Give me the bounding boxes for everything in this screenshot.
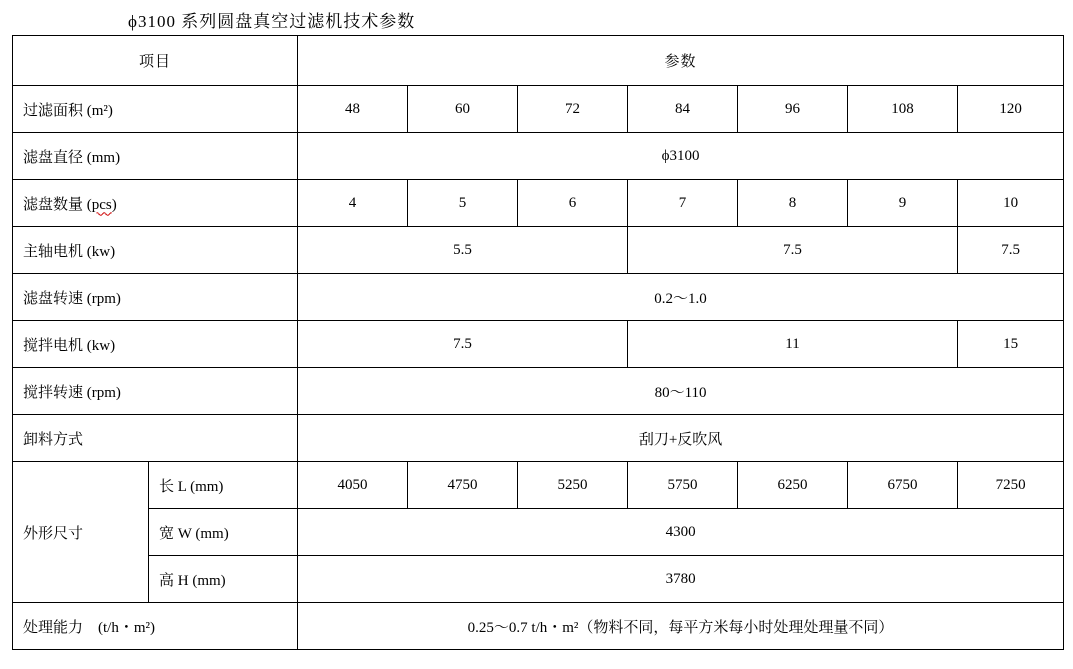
table-row xyxy=(13,274,1064,321)
page-title: ϕ3100 系列圆盘真空过滤机技术参数 xyxy=(128,12,416,31)
value-width: 4300 xyxy=(298,509,1064,556)
value-length-2: 5250 xyxy=(518,462,628,509)
value-disc-diameter: ϕ3100 xyxy=(298,133,1064,180)
value-length-5: 6750 xyxy=(848,462,958,509)
value-disc-count-2: 6 xyxy=(518,180,628,227)
table-row xyxy=(13,415,1064,462)
label-disc-count-suffix: ) xyxy=(111,196,117,213)
table-row xyxy=(13,321,1064,368)
label-dimensions-length: 长 L (mm) xyxy=(149,462,298,509)
value-disc-count-4: 8 xyxy=(738,180,848,227)
table-row xyxy=(13,227,1064,274)
value-disc-count-1: 5 xyxy=(408,180,518,227)
value-disc-count-3: 7 xyxy=(628,180,738,227)
label-dimensions: 外形尺寸 xyxy=(13,462,149,603)
value-filter-area-2: 72 xyxy=(518,86,628,133)
header-item: 项目 xyxy=(13,36,298,86)
table-row xyxy=(13,86,1064,133)
value-filter-area-5: 108 xyxy=(848,86,958,133)
spec-table xyxy=(12,35,1064,650)
table-row xyxy=(13,509,1064,556)
label-discharge: 卸料方式 xyxy=(13,415,298,462)
value-filter-area-3: 84 xyxy=(628,86,738,133)
value-length-1: 4750 xyxy=(408,462,518,509)
label-disc-speed: 滤盘转速 (rpm) xyxy=(13,274,298,321)
label-disc-count-unit: pcs xyxy=(91,196,112,213)
header-param: 参数 xyxy=(298,36,1064,86)
label-disc-count-prefix: 滤盘数量 ( xyxy=(23,196,92,213)
value-main-motor-0: 5.5 xyxy=(298,227,628,274)
table-row xyxy=(13,36,1064,86)
value-length-0: 4050 xyxy=(298,462,408,509)
label-agitation-speed: 搅拌转速 (rpm) xyxy=(13,368,298,415)
value-disc-speed: 0.2～1.0 xyxy=(298,274,1064,321)
label-disc-diameter: 滤盘直径 (mm) xyxy=(13,133,298,180)
label-agitation-motor: 搅拌电机 (kw) xyxy=(13,321,298,368)
value-length-4: 6250 xyxy=(738,462,848,509)
value-agitation-motor-1: 11 xyxy=(628,321,958,368)
value-agitation-motor-2: 15 xyxy=(958,321,1064,368)
label-capacity: 处理能力 (t/h・m²) xyxy=(13,603,298,650)
table-row xyxy=(13,368,1064,415)
value-main-motor-1: 7.5 xyxy=(628,227,958,274)
label-dimensions-height: 高 H (mm) xyxy=(149,556,298,603)
value-filter-area-0: 48 xyxy=(298,86,408,133)
label-main-motor: 主轴电机 (kw) xyxy=(13,227,298,274)
value-height: 3780 xyxy=(298,556,1064,603)
value-disc-count-5: 9 xyxy=(848,180,958,227)
value-main-motor-2: 7.5 xyxy=(958,227,1064,274)
table-row xyxy=(13,133,1064,180)
value-length-3: 5750 xyxy=(628,462,738,509)
value-discharge: 刮刀+反吹风 xyxy=(298,415,1064,462)
label-disc-count xyxy=(13,180,298,227)
table-row xyxy=(13,462,1064,509)
value-disc-count-6: 10 xyxy=(958,180,1064,227)
label-dimensions-width: 宽 W (mm) xyxy=(149,509,298,556)
value-capacity: 0.25～0.7 t/h・m²（物料不同，每平方米每小时处理处理量不同） xyxy=(298,603,1064,650)
value-filter-area-6: 120 xyxy=(958,86,1064,133)
label-filter-area: 过滤面积 (m²) xyxy=(13,86,298,133)
table-row xyxy=(13,603,1064,650)
value-disc-count-0: 4 xyxy=(298,180,408,227)
value-filter-area-4: 96 xyxy=(738,86,848,133)
value-length-6: 7250 xyxy=(958,462,1064,509)
value-agitation-speed: 80～110 xyxy=(298,368,1064,415)
table-row xyxy=(13,180,1064,227)
table-row xyxy=(13,556,1064,603)
value-agitation-motor-0: 7.5 xyxy=(298,321,628,368)
value-filter-area-1: 60 xyxy=(408,86,518,133)
